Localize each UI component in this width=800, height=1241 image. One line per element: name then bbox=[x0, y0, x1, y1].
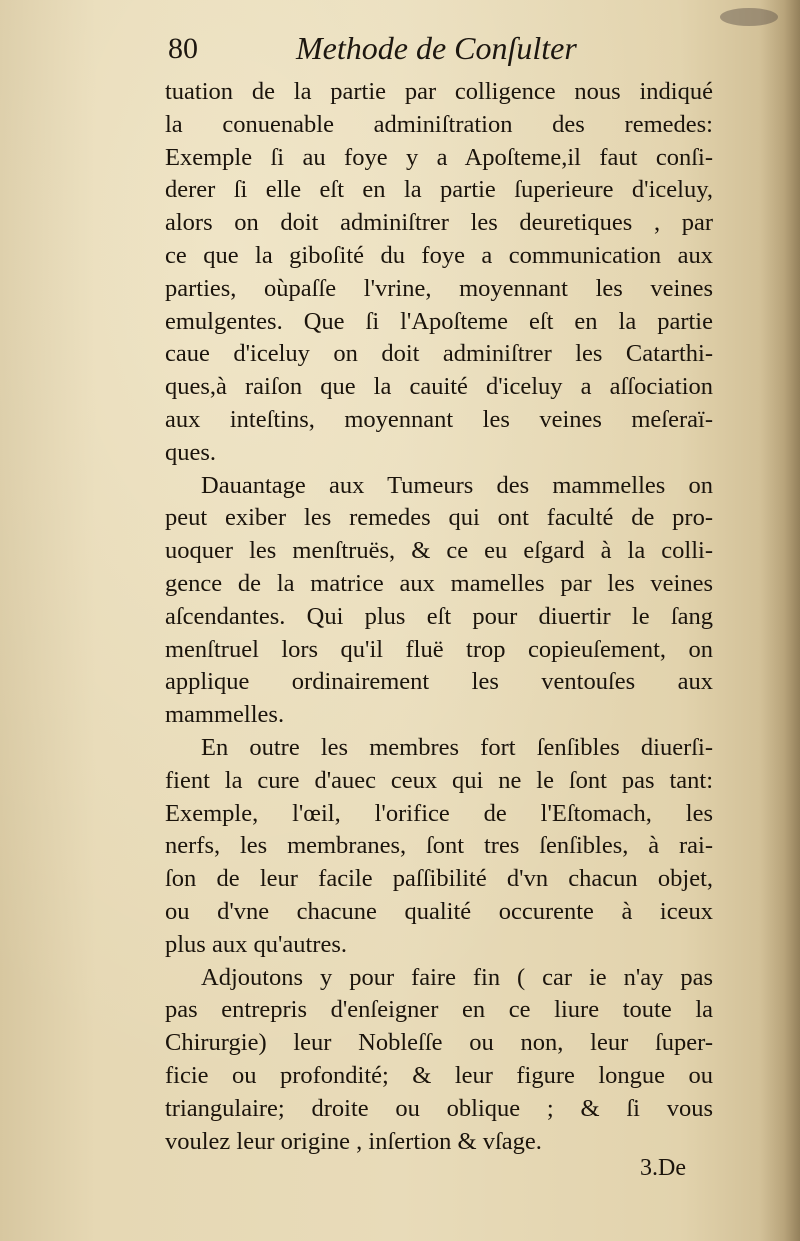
text-line: ques,à raiſon que la cauité d'iceluy a aſſociation bbox=[165, 373, 713, 401]
text-line: parties, oùpaſſe l'vrine, moyennant les veines bbox=[165, 274, 713, 302]
text-line: voulez leur origine , inſertion & vſage. bbox=[165, 1127, 542, 1155]
text-line: ſon de leur facile paſſibilité d'vn chacun objet, bbox=[165, 865, 713, 893]
text-line: Chirurgie) leur Nobleſſe ou non, leur ſuper- bbox=[165, 1029, 713, 1057]
catchword: 3.De bbox=[640, 1155, 686, 1181]
text-line: tuation de la partie par colligence nous indiqué bbox=[165, 78, 713, 105]
text-line: ques. bbox=[165, 438, 217, 466]
ink-stain bbox=[720, 8, 778, 26]
text-line: fient la cure d'auec ceux qui ne le ſont pas tant: bbox=[165, 766, 713, 794]
running-head bbox=[168, 28, 728, 76]
text-line: menſtruel lors qu'il fluë trop copieuſement, on bbox=[165, 635, 713, 663]
text-line: mammelles. bbox=[165, 701, 285, 729]
text-line: nerfs, les membranes, ſont tres ſenſibles, à rai- bbox=[165, 832, 713, 860]
text-line: applique ordinairement les ventouſes aux bbox=[165, 668, 713, 696]
text-line: ficie ou profondité; & leur figure longue ou bbox=[165, 1061, 713, 1089]
page-edge-shadow bbox=[760, 0, 800, 1241]
text-line: emulgentes. Que ſi l'Apoſteme eſt en la partie bbox=[165, 307, 713, 335]
text-line: pas entrepris d'enſeigner en ce liure toute la bbox=[165, 996, 713, 1024]
text-line: En outre les membres fort ſenſibles diuerſi- bbox=[201, 733, 713, 761]
text-line: aux inteſtins, moyennant les veines meſeraï- bbox=[165, 405, 713, 433]
text-line: Dauantage aux Tumeurs des mammelles on bbox=[201, 471, 713, 499]
text-line: derer ſi elle eſt en la partie ſuperieure d'iceluy, bbox=[165, 176, 713, 204]
page-number: 80 bbox=[168, 32, 198, 65]
text-line: ou d'vne chacune qualité occurente à iceux bbox=[165, 897, 713, 925]
text-line: caue d'iceluy on doit adminiſtrer les Catarthi- bbox=[165, 340, 713, 368]
text-line: ce que la giboſité du foye a communication aux bbox=[165, 241, 713, 269]
text-line: uoquer les menſtruës, & ce eu eſgard à la colli- bbox=[165, 537, 713, 565]
text-line: triangulaire; droite ou oblique ; & ſi vous bbox=[165, 1094, 713, 1122]
text-line: aſcendantes. Qui plus eſt pour diuertir le ſang bbox=[165, 602, 713, 630]
text-line: Exemple, l'œil, l'orifice de l'Eſtomach, les bbox=[165, 799, 713, 827]
body-text bbox=[165, 76, 713, 1158]
running-title: Methode de Conſulter bbox=[296, 30, 577, 66]
text-line: peut exiber les remedes qui ont faculté de pro- bbox=[165, 504, 713, 532]
text-line: Adjoutons y pour faire fin ( car ie n'ay pas bbox=[201, 963, 713, 991]
text-line: Exemple ſi au foye y a Apoſteme,il faut conſi- bbox=[165, 143, 713, 171]
text-line: la conuenable adminiſtration des remedes: bbox=[165, 110, 713, 138]
text-line: gence de la matrice aux mamelles par les veines bbox=[165, 569, 713, 597]
text-line: alors on doit adminiſtrer les deuretiques , par bbox=[165, 209, 713, 237]
text-line: plus aux qu'autres. bbox=[165, 930, 348, 958]
